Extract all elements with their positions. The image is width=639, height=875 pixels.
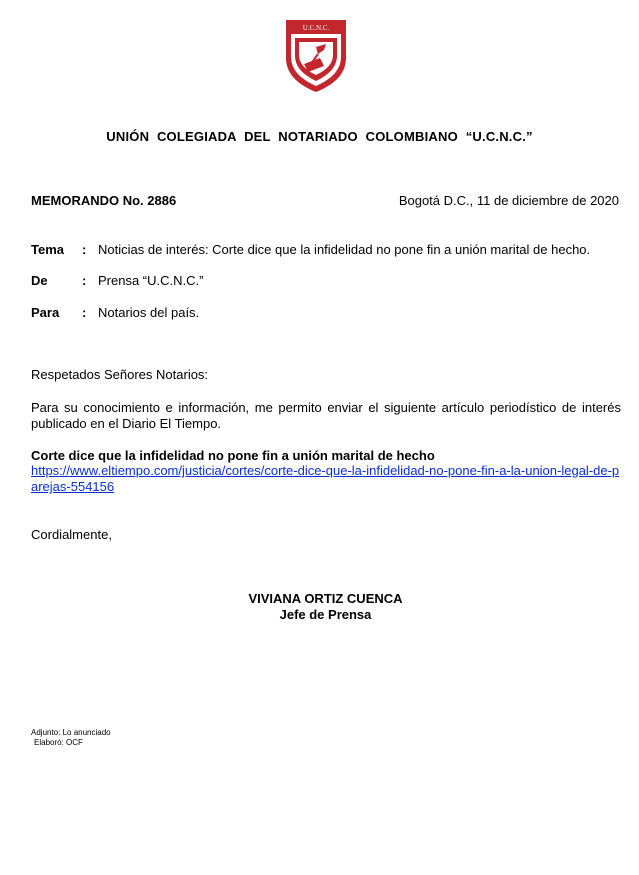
signer-name: VIVIANA ORTIZ CUENCA xyxy=(248,591,403,606)
article-link[interactable]: https://www.eltiempo.com/justicia/cortes/corte-dice-que-la-infidelidad-no-pone-fin-a-la-union-legal-de-parejas-554156 xyxy=(31,463,620,494)
field-tema-colon: : xyxy=(82,242,87,257)
field-para-value: Notarios del país. xyxy=(98,305,200,320)
field-tema-label: Tema xyxy=(31,242,64,257)
field-de-label: De xyxy=(31,273,48,288)
closing: Cordialmente, xyxy=(31,527,112,542)
field-para xyxy=(31,305,199,320)
salutation: Respetados Señores Notarios: xyxy=(31,367,209,382)
signer-role: Jefe de Prensa xyxy=(279,607,372,622)
memo-number: MEMORANDO No. 2886 xyxy=(31,193,177,208)
field-de xyxy=(31,273,203,288)
footer-notes xyxy=(31,728,111,748)
signature-block xyxy=(0,591,639,623)
ucnc-seal-logo xyxy=(280,14,352,94)
field-para-colon: : xyxy=(82,305,87,320)
footer-prepared-by: Elaboró: OCF xyxy=(34,738,83,747)
memo-date: Bogotá D.C., 11 de diciembre de 2020 xyxy=(398,193,619,208)
footer-attachment: Adjunto: Lo anunciado xyxy=(31,728,111,737)
article-title: Corte dice que la infidelidad no pone fin a unión marital de hecho xyxy=(31,448,435,463)
field-de-colon: : xyxy=(82,273,87,288)
field-para-label: Para xyxy=(31,305,60,320)
field-de-value: Prensa “U.C.N.C.” xyxy=(98,273,204,288)
field-tema xyxy=(31,242,590,257)
body-paragraph: Para su conocimiento e información, me permito enviar el siguiente artículo periodístico de interés publicado en el Diario El Tiempo. xyxy=(31,400,621,431)
svg-text:U.C.N.C.: U.C.N.C. xyxy=(302,24,330,32)
field-tema-value: Noticias de interés: Corte dice que la infidelidad no pone fin a unión marital de hecho. xyxy=(98,242,591,257)
organization-title: UNIÓN COLEGIADA DEL NOTARIADO COLOMBIANO “U.C.N.C.” xyxy=(106,129,533,144)
